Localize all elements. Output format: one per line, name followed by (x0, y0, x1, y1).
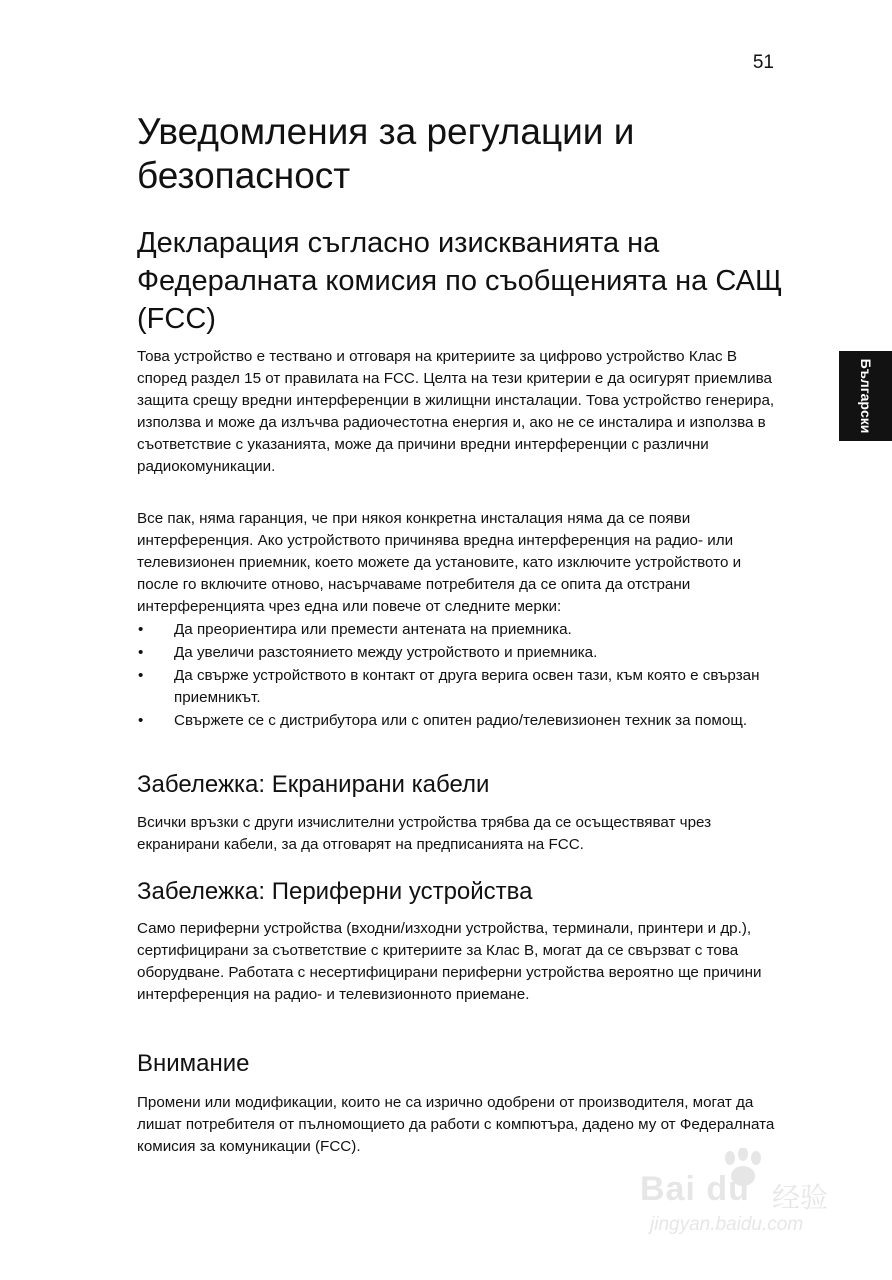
watermark-brand: Bai du (640, 1170, 750, 1208)
bullet-icon: • (138, 621, 144, 638)
measures-list (137, 619, 777, 733)
page-number: 51 (752, 52, 774, 73)
bullet-icon: • (138, 712, 144, 729)
peripherals-paragraph: Само периферни устройства (входни/изходни устройства, терминали, принтери и др.), сертифицирани за съответствие с критериите за Клас B, могат да се свързват с това оборудване. Работата с несертифицирани периферни устройства вероятно ще причини интерференция на радио- и телевизионното приемане. (137, 920, 762, 1003)
list-item (137, 665, 777, 709)
cables-paragraph: Всички връзки с други изчислителни устройства трябва да се осъществяват чрез екранирани кабели, за да отговарят на предписанията на FCC. (137, 814, 712, 853)
list-item-text: Свържете се с дистрибутора или с опитен радио/телевизионен техник за помощ. (174, 712, 748, 729)
list-item-text: Да свърже устройството в контакт от друга верига освен тази, към която е свързан приемникът. (174, 667, 760, 706)
baidu-watermark (640, 1148, 860, 1248)
cables-heading: Забележка: Екранирани кабели (137, 771, 490, 798)
caution-heading: Внимание (137, 1050, 250, 1077)
list-item (137, 619, 777, 641)
caution-paragraph: Промени или модификации, които не са изрично одобрени от производителя, могат да лишат потребителя от пълномощието да работи с компютъра, дадено му от Федералната комисия за комуникации (FCC). (137, 1094, 775, 1155)
watermark-url: jingyan.baidu.com (650, 1214, 804, 1235)
page-title: Уведомления за регулации и безопасност (137, 111, 635, 196)
bullet-icon: • (138, 644, 144, 661)
list-item-text: Да увеличи разстоянието между устройството и приемника. (174, 644, 598, 661)
list-item (137, 642, 777, 664)
bullet-icon: • (138, 667, 144, 684)
watermark-cn: 经验 (772, 1182, 829, 1213)
fcc-paragraph-2: Все пак, няма гаранция, че при някоя конкретна инсталация няма да се появи интерференция. Ако устройството причинява вредна интерференция на радио- или телевизионен приемник, което можете да установите, като изключите устройството и после го включите отново, насърчаваме потребителя да се опита да отстрани интерференцията чрез една или повече от следните мерки: (137, 510, 742, 615)
list-item-text: Да преориентира или премести антената на приемника. (174, 621, 572, 638)
fcc-paragraph-1: Това устройство е тествано и отговаря на критериите за цифрово устройство Клас В според раздел 15 от правилата на FCC. Целта на тези критерии е да осигурят приемлива защита срещу вредни интерференции в жилищни инсталации. Това устройство генерира, използва и може да излъчва радиочестотна енергия и, ако не се инсталира и използва в съответствие с указанията, може да причини вредни интерференции с различни радиокомуникации. (137, 348, 775, 475)
list-item (137, 710, 777, 732)
fcc-heading: Декларация съгласно изискванията на Федералната комисия по съобщенията на САЩ (FCC) (137, 227, 783, 335)
peripherals-heading: Забележка: Периферни устройства (137, 878, 533, 905)
language-tab (839, 351, 892, 441)
language-tab-label: Български (857, 358, 874, 434)
